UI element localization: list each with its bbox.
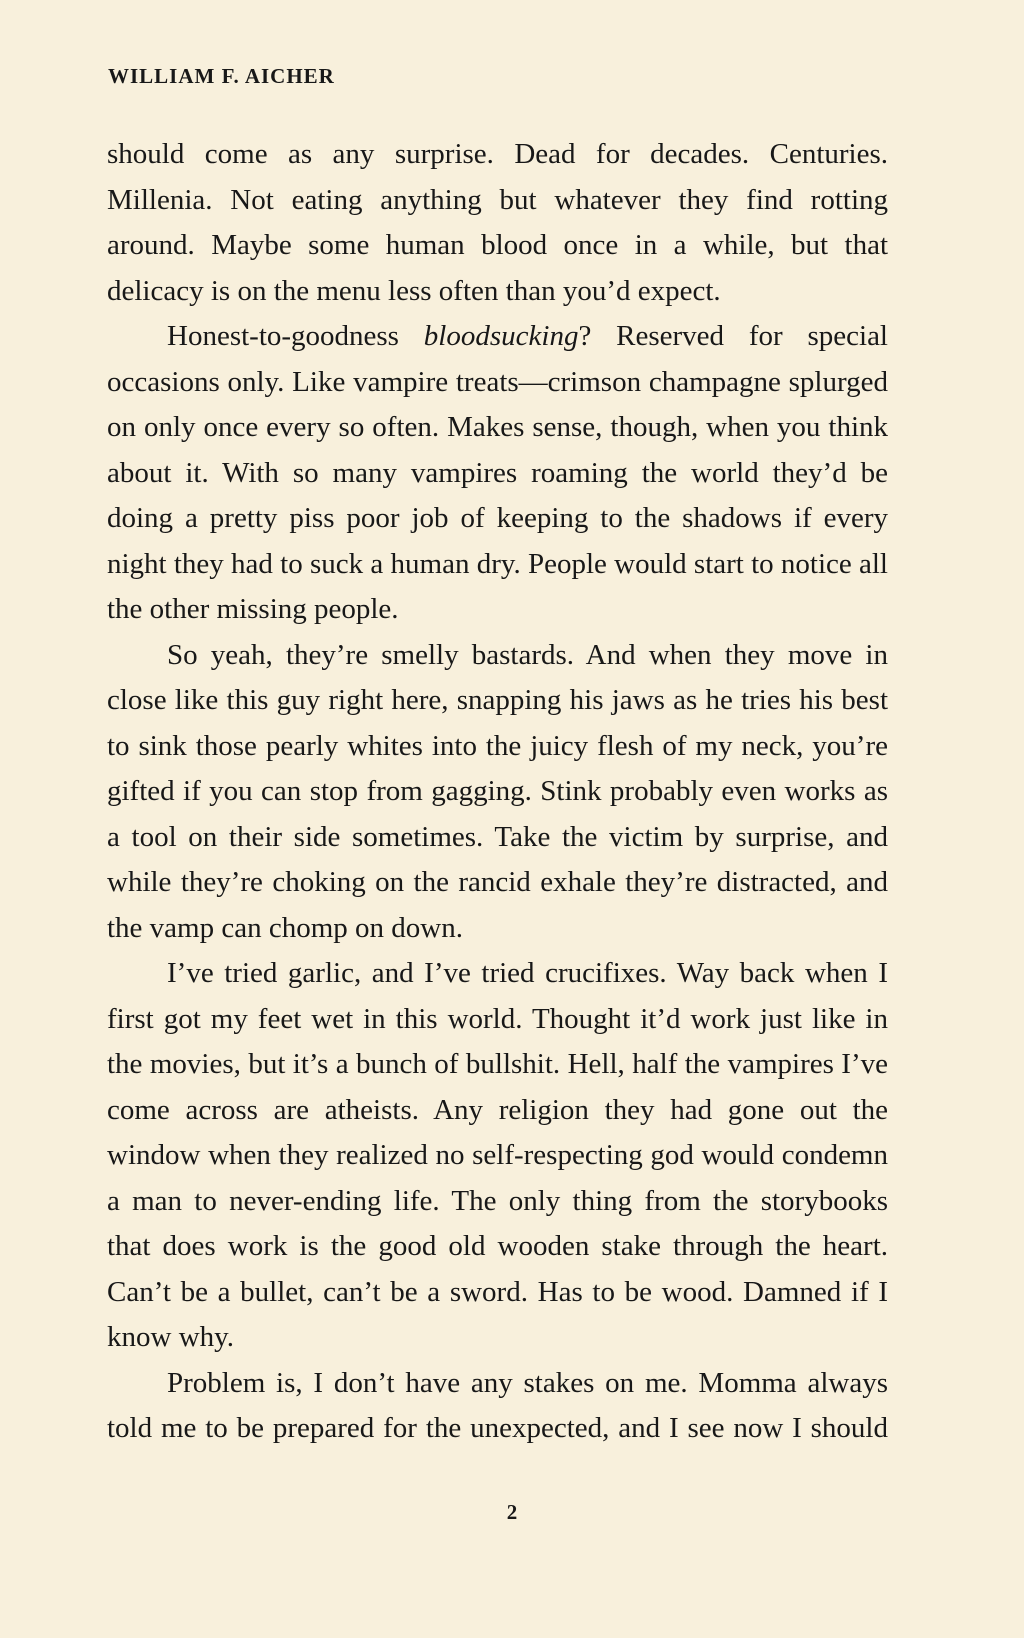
paragraph — [107, 633, 888, 952]
paragraph — [107, 1361, 888, 1452]
running-header-author: WILLIAM F. AICHER — [108, 64, 335, 88]
paragraph — [107, 132, 888, 314]
italic-emphasis: bloodsucking — [423, 320, 579, 352]
text-segment: I’ve tried garlic, and I’ve tried crucifixes. Way back when I first got my feet wet in this world. Thought it’d work just like in the movies, but it’s a bunch of bullshit. Hell, half the vampires I’ve come across are atheists. Any religion they had gone out the window when they realized no self-respecting god would condemn a man to never-ending life. The only thing from the storybooks that does work is the good old wooden stake through the heart. Can’t be a bullet, can’t be a sword. Has to be wood. Damned if I know why. — [107, 957, 888, 1353]
text-segment: So yeah, they’re smelly bastards. And when they move in close like this guy right here, snapping his jaws as he tries his best to sink those pearly whites into the juicy flesh of my neck, you’re gifted if you can stop from gagging. Stink probably even works as a tool on their side sometimes. Take the victim by surprise, and while they’re choking on the rancid exhale they’re distracted, and the vamp can chomp on down. — [107, 638, 888, 944]
text-segment: Problem is, I don’t have any stakes on me. Momma always told me to be prepared for the unexpected, and I see now I should — [107, 1366, 888, 1444]
text-segment: should come as any surprise. Dead for decades. Centuries. Millenia. Not eating anything but whatever they find rotting around. Maybe some human blood once in a while, but that delicacy is on the menu less often than you’d expect. — [107, 138, 888, 307]
page-body-text — [107, 132, 888, 1452]
text-segment: Honest-to-goodness — [167, 320, 424, 352]
page-number: 2 — [506, 1500, 518, 1524]
paragraph — [107, 951, 888, 1361]
paragraph — [107, 314, 888, 633]
text-segment: ? Reserved for special occasions only. Like vampire treats—crimson champagne splurged on only once every so often. Makes sense, though, when you think about it. With so many vampires roaming the world they’d be doing a pretty piss poor job of keeping to the shadows if every night they had to suck a human dry. People would start to notice all the other missing people. — [107, 320, 888, 625]
